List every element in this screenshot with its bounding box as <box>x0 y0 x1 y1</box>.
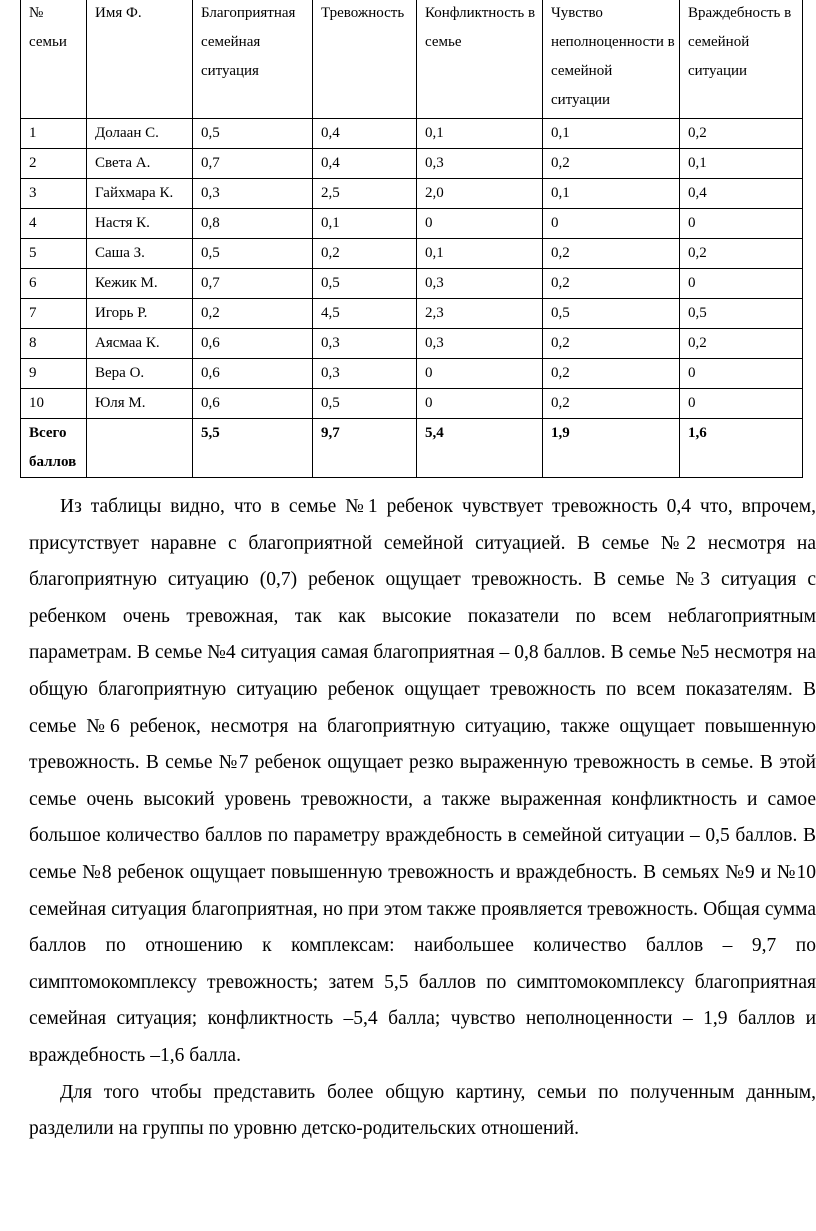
cell-name: Кежик М. <box>87 269 193 299</box>
cell-number: 9 <box>21 359 87 389</box>
cell-hostility: 0,4 <box>680 179 803 209</box>
cell-favorable: 0,3 <box>193 179 313 209</box>
analysis-paragraph: Из таблицы видно, что в семье №1 ребенок чувствует тревожность 0,4 что, впрочем, присутствует наравне с благоприятной семейной ситуацией. В семье №2 несмотря на благоприятную ситуацию (0,7) ребенок ощущает тревожность. В семье №3 ситуация с ребенком очень тревожная, так как высокие показатели по всем неблагоприятным параметрам. В семье №4 ситуация самая благоприятная – 0,8 баллов. В семье №5 несмотря на общую благоприятную ситуацию ребенок ощущает тревожность по всем показателям. В семье №6 ребенок, несмотря на благоприятную ситуацию, также ощущает повышенную тревожность. В семье №7 ребенок ощущает резко выраженную тревожность в семье. В этой семье очень высокий уровень тревожности, а также выраженная конфликтность и самое большое количество баллов по параметру враждебность в семейной ситуации – 0,5 баллов. В семье №8 ребенок ощущает повышенную тревожность и враждебность. В семьях №9 и №10 семейная ситуация благоприятная, но при этом также проявляется тревожность. Общая сумма баллов по отношению к комплексам: наибольшее количество баллов – 9,7 по симптомокомплексу тревожность; затем 5,5 баллов по симптомокомплексу благоприятная семейная ситуация; конфликтность –5,4 балла; чувство неполноценности – 1,9 баллов и враждебность –1,6 балла. <box>29 496 816 1066</box>
cell-favorable: 0,6 <box>193 359 313 389</box>
table-row <box>21 269 803 299</box>
total-anxiety: 9,7 <box>313 419 417 478</box>
cell-inferiority: 0 <box>543 209 680 239</box>
cell-number: 1 <box>21 119 87 149</box>
table-row <box>21 149 803 179</box>
cell-hostility: 0,2 <box>680 329 803 359</box>
table-row <box>21 359 803 389</box>
cell-anxiety: 0,3 <box>313 329 417 359</box>
conclusion-paragraph: Для того чтобы представить более общую картину, семьи по полученным данным, разделили на группы по уровню детско-родительских отношений. <box>29 1081 816 1140</box>
cell-conflict: 2,3 <box>417 299 543 329</box>
total-name-empty <box>87 419 193 478</box>
cell-number: 8 <box>21 329 87 359</box>
total-inferiority: 1,9 <box>543 419 680 478</box>
cell-favorable: 0,6 <box>193 389 313 419</box>
cell-hostility: 0,2 <box>680 239 803 269</box>
body-text <box>29 489 816 1148</box>
cell-name: Долаан С. <box>87 119 193 149</box>
cell-number: 10 <box>21 389 87 419</box>
header-conflict: Конфликтность в семье <box>417 0 543 119</box>
cell-conflict: 0,1 <box>417 239 543 269</box>
cell-name: Саша З. <box>87 239 193 269</box>
cell-favorable: 0,5 <box>193 239 313 269</box>
cell-number: 3 <box>21 179 87 209</box>
cell-conflict: 0,1 <box>417 119 543 149</box>
cell-inferiority: 0,2 <box>543 389 680 419</box>
cell-anxiety: 0,4 <box>313 149 417 179</box>
table-row <box>21 239 803 269</box>
cell-favorable: 0,6 <box>193 329 313 359</box>
cell-number: 6 <box>21 269 87 299</box>
cell-conflict: 0,3 <box>417 269 543 299</box>
cell-favorable: 0,8 <box>193 209 313 239</box>
total-favorable: 5,5 <box>193 419 313 478</box>
cell-inferiority: 0,1 <box>543 119 680 149</box>
cell-conflict: 0,3 <box>417 149 543 179</box>
cell-conflict: 2,0 <box>417 179 543 209</box>
cell-hostility: 0 <box>680 209 803 239</box>
cell-anxiety: 2,5 <box>313 179 417 209</box>
table-total-row <box>21 419 803 478</box>
cell-favorable: 0,7 <box>193 149 313 179</box>
table-row <box>21 119 803 149</box>
cell-name: Гайхмара К. <box>87 179 193 209</box>
total-label: Всего баллов <box>21 419 87 478</box>
cell-number: 2 <box>21 149 87 179</box>
cell-anxiety: 0,1 <box>313 209 417 239</box>
table-row <box>21 209 803 239</box>
cell-inferiority: 0,2 <box>543 329 680 359</box>
cell-hostility: 0,2 <box>680 119 803 149</box>
table-row <box>21 179 803 209</box>
cell-conflict: 0,3 <box>417 329 543 359</box>
cell-anxiety: 0,5 <box>313 269 417 299</box>
table-row <box>21 389 803 419</box>
cell-hostility: 0 <box>680 389 803 419</box>
cell-inferiority: 0,2 <box>543 239 680 269</box>
cell-hostility: 0 <box>680 269 803 299</box>
total-conflict: 5,4 <box>417 419 543 478</box>
cell-name: Аясмаа К. <box>87 329 193 359</box>
cell-anxiety: 0,2 <box>313 239 417 269</box>
cell-hostility: 0 <box>680 359 803 389</box>
table-row <box>21 329 803 359</box>
cell-name: Света А. <box>87 149 193 179</box>
cell-anxiety: 0,5 <box>313 389 417 419</box>
header-name: Имя Ф. <box>87 0 193 119</box>
table-row <box>21 299 803 329</box>
cell-conflict: 0 <box>417 209 543 239</box>
cell-anxiety: 4,5 <box>313 299 417 329</box>
cell-number: 7 <box>21 299 87 329</box>
header-favorable-situation: Благоприятная семейная ситуация <box>193 0 313 119</box>
cell-number: 5 <box>21 239 87 269</box>
cell-name: Игорь Р. <box>87 299 193 329</box>
cell-anxiety: 0,4 <box>313 119 417 149</box>
cell-favorable: 0,7 <box>193 269 313 299</box>
cell-hostility: 0,5 <box>680 299 803 329</box>
cell-anxiety: 0,3 <box>313 359 417 389</box>
cell-inferiority: 0,5 <box>543 299 680 329</box>
total-hostility: 1,6 <box>680 419 803 478</box>
cell-hostility: 0,1 <box>680 149 803 179</box>
table-header-row <box>21 0 803 119</box>
header-hostility: Враждебность в семейной ситуации <box>680 0 803 119</box>
cell-favorable: 0,5 <box>193 119 313 149</box>
cell-name: Юля М. <box>87 389 193 419</box>
cell-inferiority: 0,1 <box>543 179 680 209</box>
results-table <box>20 0 803 478</box>
cell-inferiority: 0,2 <box>543 359 680 389</box>
header-family-number: № семьи <box>21 0 87 119</box>
header-inferiority: Чувство неполноценности в семейной ситуации <box>543 0 680 119</box>
cell-favorable: 0,2 <box>193 299 313 329</box>
header-anxiety: Тревожность <box>313 0 417 119</box>
cell-name: Вера О. <box>87 359 193 389</box>
cell-inferiority: 0,2 <box>543 269 680 299</box>
cell-conflict: 0 <box>417 389 543 419</box>
cell-number: 4 <box>21 209 87 239</box>
cell-conflict: 0 <box>417 359 543 389</box>
cell-name: Настя К. <box>87 209 193 239</box>
cell-inferiority: 0,2 <box>543 149 680 179</box>
